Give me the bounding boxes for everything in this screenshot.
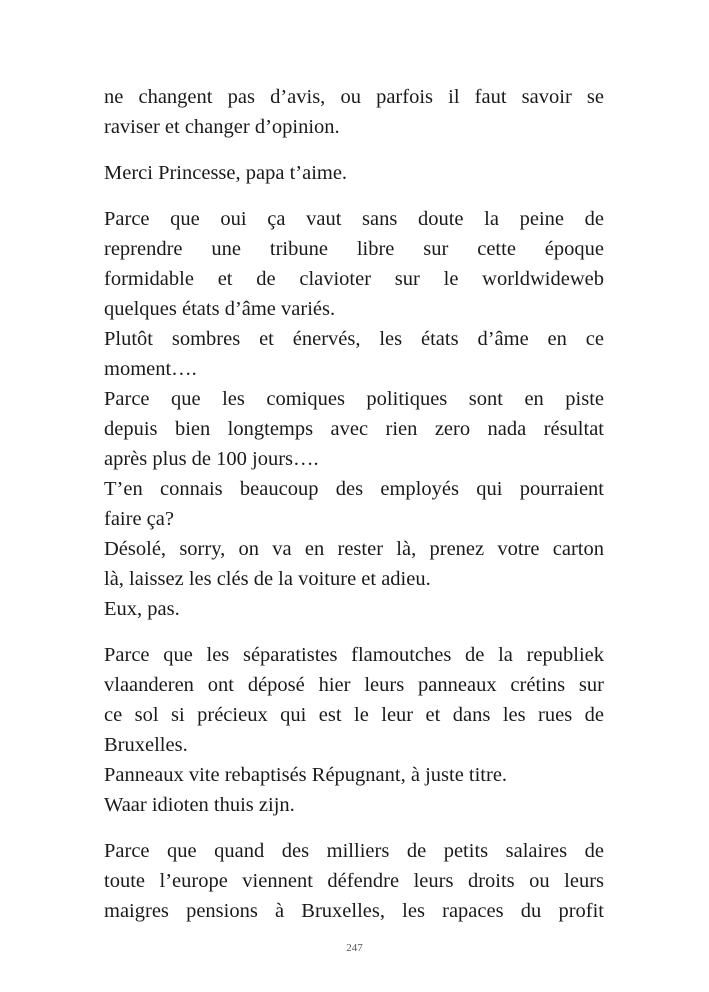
text-line: Parce que les séparatistes flamoutches de la republiek [104,644,604,666]
paragraph-3 [104,204,604,624]
text-line: Plutôt sombres et énervés, les états d’âme en ce [104,328,604,350]
text-line: ce sol si précieux qui est le leur et dans les rues de [104,704,604,726]
text-line: Parce que quand des milliers de petits salaires de [104,840,604,862]
text-line: Eux, pas. [104,598,180,620]
text-line: toute l’europe viennent défendre leurs droits ou leurs [104,870,604,892]
text-line: raviser et changer d’opinion. [104,116,340,138]
text-line: Désolé, sorry, on va en rester là, prenez votre carton [104,538,604,560]
text-line: Bruxelles. [104,734,188,756]
text-line: faire ça? [104,508,174,530]
paragraph-1 [104,82,604,142]
text-line: Waar idioten thuis zijn. [104,794,295,816]
text-line: T’en connais beaucoup des employés qui pourraient [104,478,604,500]
text-line: depuis bien longtemps avec rien zero nada résultat [104,418,604,440]
text-line: Panneaux vite rebaptisés Répugnant, à juste titre. [104,764,508,786]
page-body [104,82,604,926]
paragraph-4 [104,640,604,820]
text-line: Merci Princesse, papa t’aime. [104,162,348,184]
text-line: moment…. [104,358,197,380]
text-line: maigres pensions à Bruxelles, les rapaces du profit [104,900,604,922]
text-line: quelques états d’âme variés. [104,298,336,320]
text-line: formidable et de clavioter sur le worldwideweb [104,268,604,290]
text-line: vlaanderen ont déposé hier leurs panneaux crétins sur [104,674,604,696]
page-number: 247 [346,942,363,954]
text-line: après plus de 100 jours…. [104,448,319,470]
paragraph-5 [104,836,604,926]
text-line: ne changent pas d’avis, ou parfois il faut savoir se [104,86,604,108]
text-line: Parce que les comiques politiques sont en piste [104,388,604,410]
text-line: reprendre une tribune libre sur cette époque [104,238,604,260]
paragraph-2 [104,158,604,188]
text-line: Parce que oui ça vaut sans doute la peine de [104,208,604,230]
text-line: là, laissez les clés de la voiture et adieu. [104,568,431,590]
